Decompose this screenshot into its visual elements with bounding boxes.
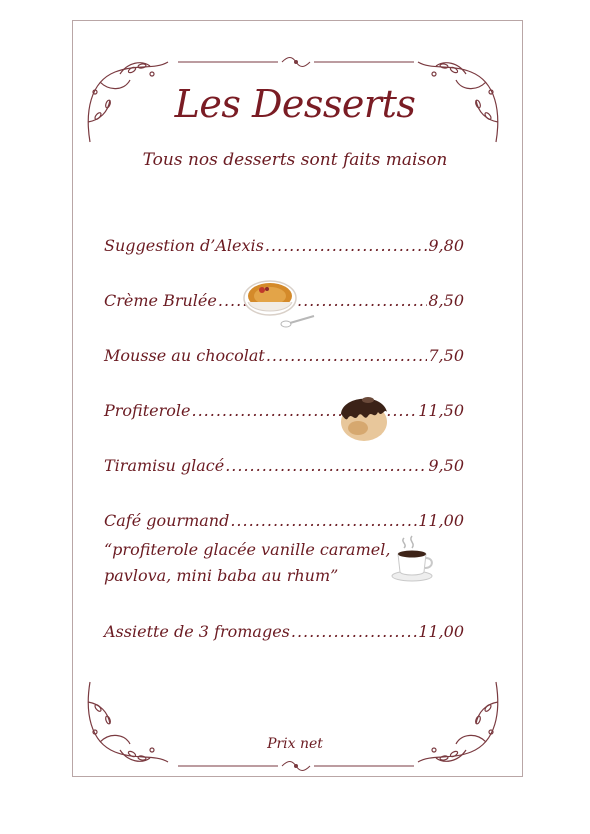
menu-item-name: Tiramisu glacé <box>104 456 225 475</box>
menu-item-price: 11,00 <box>418 511 464 530</box>
menu-item-price: 11,00 <box>418 622 464 641</box>
menu-item-name: Café gourmand <box>104 511 230 530</box>
menu-item <box>104 456 464 475</box>
menu-item <box>104 511 464 530</box>
menu-item-price: 11,50 <box>418 401 464 420</box>
corner-ornament-bottom-right <box>414 680 506 772</box>
menu-item-price: 9,50 <box>428 456 464 475</box>
menu-item <box>104 236 464 255</box>
dot-leader <box>225 456 427 475</box>
profiterole-icon <box>338 388 390 444</box>
menu-item-name: Profiterole <box>104 401 191 420</box>
creme-brulee-icon <box>242 276 316 334</box>
dot-leader <box>230 511 417 530</box>
menu-item-price: 7,50 <box>428 346 464 365</box>
price-note: Prix net <box>267 736 323 752</box>
description-line: “profiterole glacée vanille caramel, <box>104 540 391 559</box>
menu-item-name: Mousse au chocolat <box>104 346 265 365</box>
menu-subtitle: Tous nos desserts sont faits maison <box>142 150 448 170</box>
bottom-divider-ornament <box>178 760 414 772</box>
menu-item-name: Assiette de 3 fromages <box>104 622 290 641</box>
menu-item-price: 9,80 <box>428 236 464 255</box>
menu-item-name: Crème Brulée <box>104 291 217 310</box>
menu-item-name: Suggestion d’Alexis <box>104 236 264 255</box>
menu-title: Les Desserts <box>174 82 416 126</box>
dot-leader <box>265 236 428 255</box>
menu-item <box>104 346 464 365</box>
menu-item-description <box>104 537 390 589</box>
top-divider-ornament <box>178 56 414 68</box>
description-line: pavlova, mini baba au rhum” <box>104 566 339 585</box>
dot-leader <box>266 346 428 365</box>
coffee-cup-icon <box>390 534 436 584</box>
menu-item-price: 8,50 <box>428 291 464 310</box>
menu-item <box>104 622 464 641</box>
dot-leader <box>291 622 417 641</box>
menu-item <box>104 401 464 420</box>
corner-ornament-bottom-left <box>80 680 172 772</box>
